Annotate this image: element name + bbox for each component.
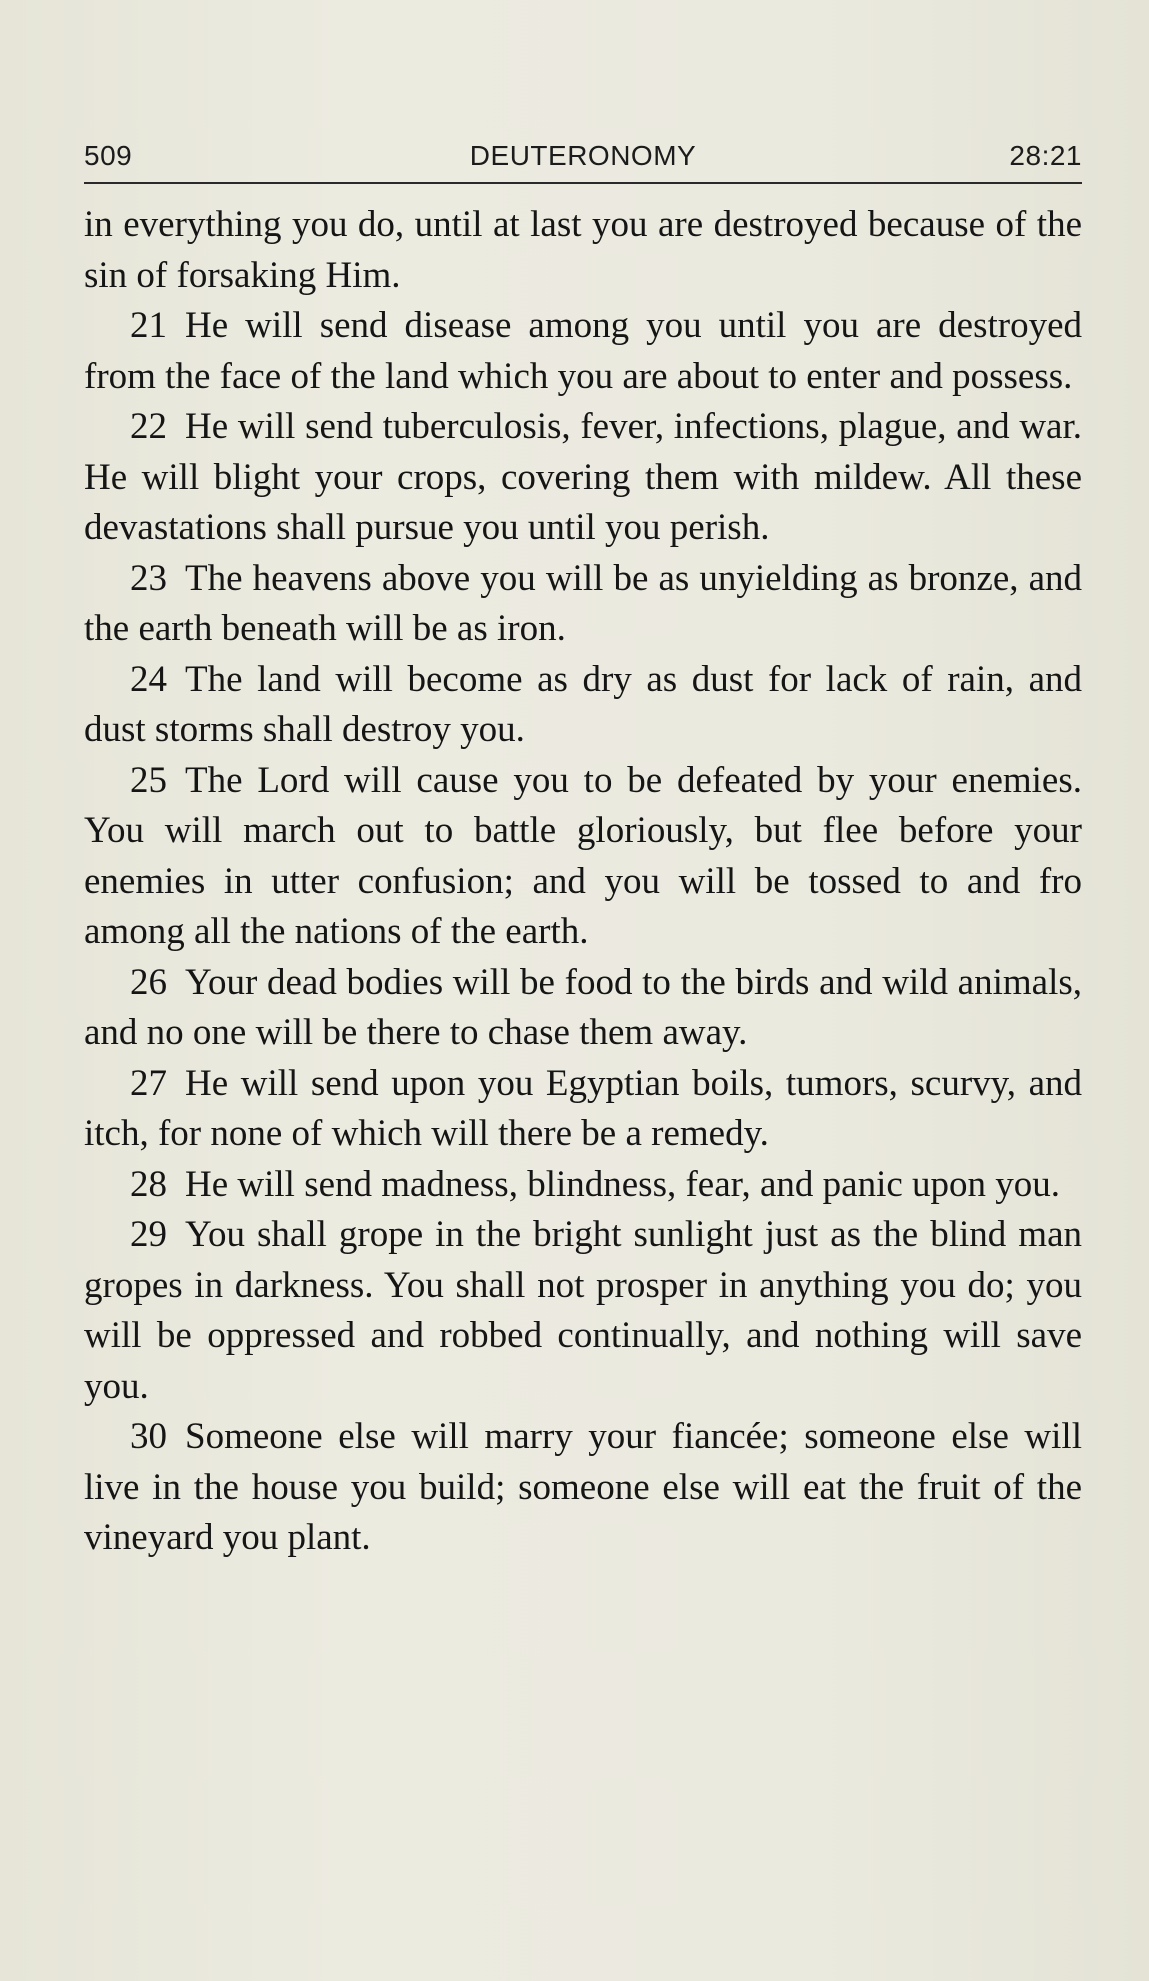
- verse-number: 23: [130, 557, 167, 599]
- chapter-verse-reference: 28:21: [1009, 140, 1082, 171]
- verse-number: 29: [130, 1214, 167, 1255]
- verse-text: The Lord will cause you to be defeated by your enemies. You will march out to battle gloriously, but flee before your enemies in utter confusion; and you will be tossed to and fro among all the nations of the earth.: [84, 759, 1082, 952]
- verse-24: [84, 655, 1082, 756]
- continued-paragraph: in everything you do, until at last you are destroyed because of the sin of forsaking Him.: [84, 204, 1082, 296]
- scripture-text: [84, 200, 1082, 1564]
- header-rule: [84, 182, 1082, 184]
- verse-25: [84, 756, 1082, 958]
- verse-number: 21: [130, 305, 167, 346]
- verse-number: 22: [130, 406, 167, 447]
- verse-28: [84, 1160, 1082, 1211]
- verse-number: 26: [130, 961, 167, 1003]
- verse-text: He will send madness, blindness, fear, and panic upon you.: [185, 1163, 1061, 1205]
- verse-26: [84, 958, 1082, 1059]
- verse-22: [84, 402, 1082, 554]
- running-header: [84, 140, 1082, 184]
- verse-text: You shall grope in the bright sunlight just as the blind man gropes in darkness. You shall not prosper in anything you do; you will be oppressed and robbed continually, and nothing will save you.: [84, 1214, 1082, 1407]
- verse-30: [84, 1412, 1082, 1564]
- page-number: 509: [84, 140, 133, 171]
- verse-text: The heavens above you will be as unyielding as bronze, and the earth beneath will be as iron.: [84, 557, 1082, 649]
- verse-21: [84, 301, 1082, 402]
- verse-29: [84, 1210, 1082, 1412]
- verse-text: He will send upon you Egyptian boils, tumors, scurvy, and itch, for none of which will there be a remedy.: [84, 1062, 1082, 1154]
- verse-text: Someone else will marry your fiancée; someone else will live in the house you build; someone else will eat the fruit of the vineyard you plant.: [84, 1416, 1082, 1558]
- verse-text: The land will become as dry as dust for lack of rain, and dust storms shall destroy you.: [84, 658, 1082, 750]
- verse-number: 25: [130, 759, 167, 801]
- verse-number: 28: [130, 1163, 167, 1205]
- verse-number: 30: [130, 1416, 167, 1457]
- book-title: DEUTERONOMY: [469, 140, 697, 171]
- verse-text: He will send tuberculosis, fever, infections, plague, and war. He will blight your crops, covering them with mildew. All these devastations shall pursue you until you perish.: [84, 406, 1082, 548]
- verse-27: [84, 1059, 1082, 1160]
- verse-text: Your dead bodies will be food to the birds and wild animals, and no one will be there to chase them away.: [84, 961, 1082, 1053]
- verse-23: [84, 554, 1082, 655]
- verse-number: 27: [130, 1062, 167, 1104]
- verse-text: He will send disease among you until you are destroyed from the face of the land which you are about to enter and possess.: [84, 305, 1082, 397]
- verse-number: 24: [130, 658, 167, 700]
